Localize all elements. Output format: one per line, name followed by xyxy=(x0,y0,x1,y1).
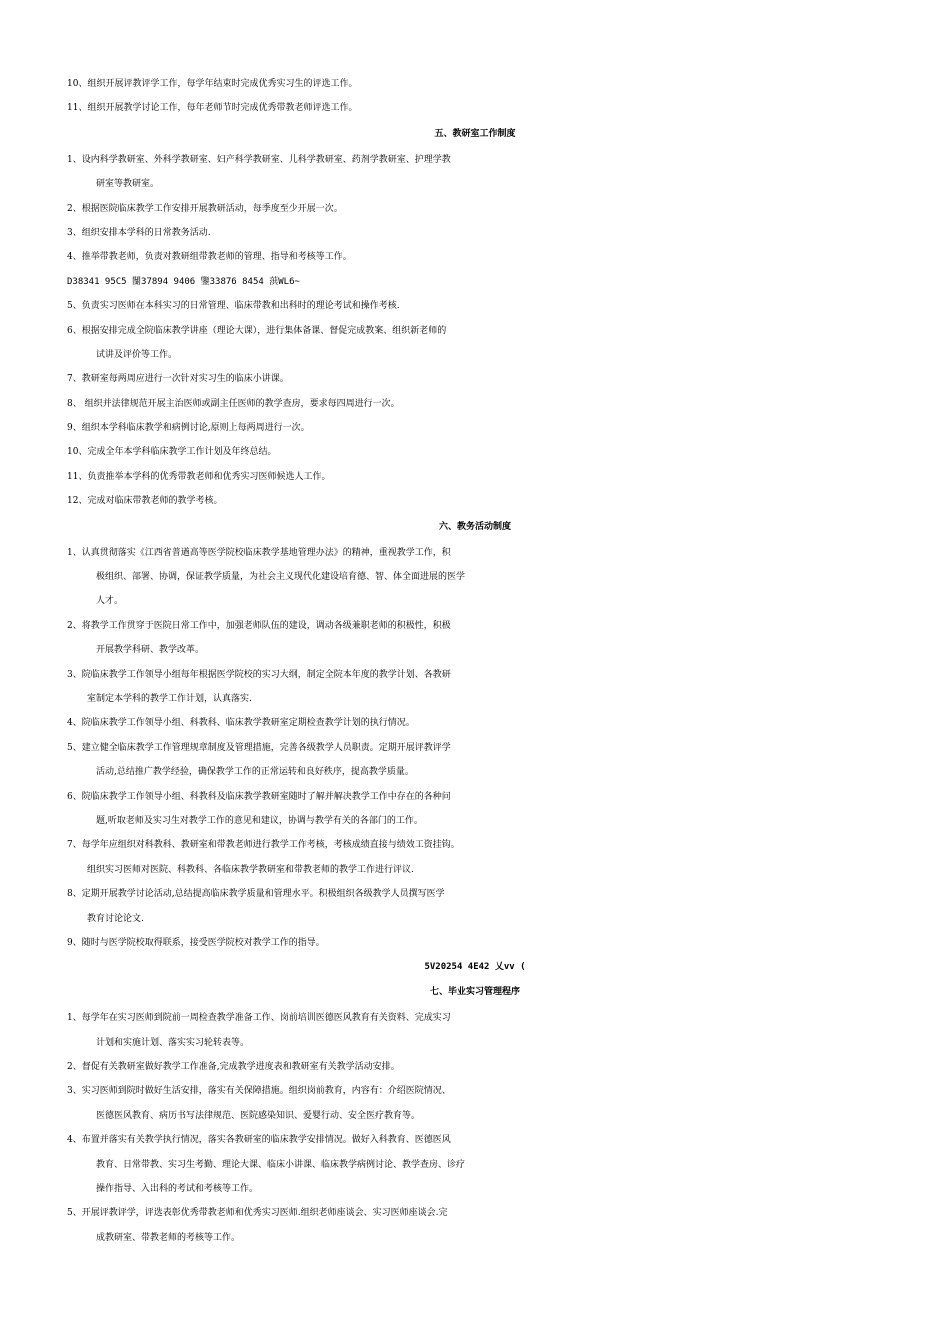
section-heading: 六、教务活动制度 xyxy=(438,521,511,532)
list-item: 1、认真贯彻落实《江西省普遒高等医学院校临床教学基地管理办法》的精神，重视教学工作，积 xyxy=(67,547,451,558)
list-item-continuation: 教育讨论论文. xyxy=(87,913,144,924)
code-line: D38341 95C5 闅37894 9406 鑒33876 8454 葓WL6~ xyxy=(67,276,300,287)
list-item-continuation: 活动,总结推广教学经验，确保教学工作的正常运转和良好秩序，提高教学质量。 xyxy=(96,767,414,778)
list-item: 4、推举带教老师，负责对教研组带教老师的管理、指导和考核等工作。 xyxy=(67,252,352,263)
list-item: 2、督促有关教研室做好教学工作准备,完成教学进度表和教研室有关教学活动安排。 xyxy=(67,1062,400,1073)
list-item: 2、根据医院临床教学工作安排开展教研活动，每季度至少开展一次。 xyxy=(67,203,343,214)
list-item: 6、根据安排完成全院临床教学讲座（理论大课），进行集体备课、督促完成教案、组织新老师的 xyxy=(67,325,447,336)
list-item: 3、实习医师到院时做好生活安排，落实有关保障措施。组织岗前教育，内容有：介绍医院情况、 xyxy=(67,1086,451,1097)
list-item: 5、开展评教评学，评选表彰优秀带教老师和优秀实习医师.组织老师座谈会、实习医师座谈会.完 xyxy=(67,1208,448,1219)
list-item-continuation: 教育、日常带教、实习生考勤、理论大课、临床小讲课、临床教学病例讨论、教学查房、诊疗 xyxy=(96,1159,466,1170)
list-item: 3、院临床教学工作领导小组每年根据医学院校的实习大纲，制定全院本年度的教学计划、各教研 xyxy=(67,669,451,680)
list-item: 12、完成对临床带教老师的教学考核。 xyxy=(67,496,223,507)
list-item: 10、组织开展评教评学工作，每学年结束时完成优秀实习生的评选工作。 xyxy=(67,79,358,89)
list-item: 8、 组织并法律规范开展主治医师或副主任医师的教学查房，要求每四周进行一次。 xyxy=(67,398,400,409)
list-item: 4、院临床教学工作领导小组、科教科、临床教学教研室定期检查教学计划的执行情况。 xyxy=(67,718,415,729)
list-item-continuation: 成教研室、带教老师的考核等工作。 xyxy=(96,1232,241,1243)
list-item: 11、负责推举本学科的优秀带教老师和优秀实习医师候选人工作。 xyxy=(67,471,331,482)
list-item-continuation: 医德医风教育、病历书写法律规范、医院感染知识、爱婴行动、安全医疗教育等。 xyxy=(96,1110,421,1121)
section-heading: 五、教研室工作制度 xyxy=(434,128,516,139)
section-heading: 七、毕业实习管理程序 xyxy=(429,987,520,998)
document-page xyxy=(0,72,950,1250)
list-item-continuation: 试讲及评价等工作。 xyxy=(96,349,178,360)
list-item-continuation: 人才。 xyxy=(96,596,124,607)
list-item: 8、定期开展教学讨论活动,总结提高临床教学质量和管理水平。积极组织各级教学人员撰写医学 xyxy=(67,889,445,900)
list-item: 9、随时与医学院校取得联系，接受医学院校对教学工作的指导。 xyxy=(67,937,325,948)
list-item-continuation: 组织实习医师对医院、科教科、各临床教学教研室和带教老师的教学工作进行评议. xyxy=(87,864,414,875)
list-item-continuation: 操作指导、入出科的考试和考核等工作。 xyxy=(96,1184,259,1195)
code-heading: 5V20254 4E42 乂vv ( xyxy=(424,962,526,973)
list-item: 11、组织开展教学讨论工作，每年老师节时完成优秀带教老师评选工作。 xyxy=(67,103,358,114)
list-item: 1、每学年在实习医师到院前一周检查教学准备工作、岗前培训医德医风教育有关资料、完成实习 xyxy=(67,1013,451,1024)
list-item: 6、院临床教学工作领导小组、科教科及临床教学教研室随时了解并解决教学工作中存在的各种问 xyxy=(67,791,451,802)
list-item: 5、负责实习医师在本科实习的日常管理、临床带教和出科时的理论考试和操作考核. xyxy=(67,301,400,312)
list-item-continuation: 极组织、部署、协调，保证教学质量，为社会主义现代化建设培育德、智、体全面进展的医学 xyxy=(96,572,466,583)
list-item-continuation: 室制定本学科的教学工作计划，认真落实. xyxy=(87,693,252,704)
list-item: 5、建立健全临床教学工作管理规章制度及管理措施，完善各级教学人员职责。定期开展评教评学 xyxy=(67,742,451,753)
list-item-continuation: 计划和实施计划、落实实习轮转表等。 xyxy=(96,1037,250,1048)
list-item: 7、每学年应组织对科教科、教研室和带教老师进行教学工作考核，考核成绩直接与绩效工资挂钩。 xyxy=(67,840,460,851)
list-item: 10、完成全年本学科临床教学工作计划及年终总结。 xyxy=(67,447,277,458)
list-item-continuation: 题,听取老师及实习生对教学工作的意见和建议，协调与教学有关的各部门的工作。 xyxy=(96,815,423,826)
list-item: 4、布置并落实有关教学执行情况，落实各教研室的临床教学安排情况。做好入科教育、医德医风 xyxy=(67,1135,451,1146)
list-item: 7、教研室每两周应进行一次针对实习生的临床小讲课。 xyxy=(67,374,289,385)
list-item-continuation: 研室等教研室。 xyxy=(96,179,160,190)
list-item-continuation: 开展教学科研、教学改革。 xyxy=(96,645,205,656)
list-item: 1、设内科学教研室、外科学教研室、妇产科学教研室、儿科学教研室、药剂学教研室、护理学教 xyxy=(67,154,451,165)
list-item: 3、组织安排本学科的日常教务活动. xyxy=(67,227,211,238)
list-item: 9、组织本学科临床教学和病例讨论,原则上每两周进行一次。 xyxy=(67,423,310,434)
list-item: 2、将教学工作贯穿于医院日常工作中，加强老师队伍的建设，调动各级兼职老师的积极性，积极 xyxy=(67,620,451,631)
